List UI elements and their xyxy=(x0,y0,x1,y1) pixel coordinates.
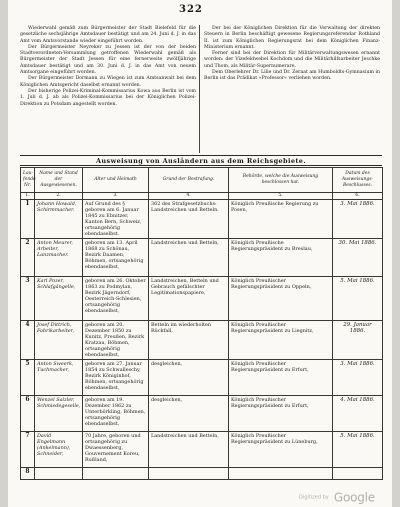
date-cell: 3. Mai 1886. xyxy=(333,200,383,239)
google-watermark xyxy=(299,487,375,506)
table-title: Ausweisung von Ausländern aus dem Reichsgebiete. xyxy=(95,157,307,165)
authority-cell: Königlich Preußischer Regierungspräsident zu Oppeln, xyxy=(229,277,333,321)
date-cell: 4. Mai 1886. xyxy=(333,396,383,432)
column-number-row xyxy=(21,193,383,200)
authority-cell: Königlich Preußische Regierung zu Posen, xyxy=(229,200,333,239)
date-cell: 3. Mai 1886. xyxy=(333,360,383,396)
header-number: Lau-fende Nr. xyxy=(21,168,35,193)
row-number: 3 xyxy=(21,277,35,321)
page-number: 322 xyxy=(179,4,203,15)
notice-paragraph: Der Bürgermeister Neyreker zu Jessen ist der von der beiden Stadtverordneten-Versammlung getroffenen Wiederwahl gemäß als Bürgermeister der Stadt Jessen für eine fernerweite zwölfjährige Amtsdauer bestätigt und am 30. Juni d. J. in das Amt von neuem Amtsorgane eingeführt worden. xyxy=(20,44,196,76)
origin-cell xyxy=(83,468,149,480)
table-row xyxy=(21,277,383,321)
person-name xyxy=(35,468,83,480)
table-row xyxy=(21,432,383,468)
table-row xyxy=(21,360,383,396)
reason-cell: desgleichen, xyxy=(149,396,229,432)
header-date: Datum des Ausweisungs-Beschlusses. xyxy=(333,168,383,193)
column-divider xyxy=(199,25,200,153)
authority-cell: Königlich Preußischer Regierungspräsident zu Erfurt, xyxy=(229,396,333,432)
document-page xyxy=(8,0,392,507)
table-row xyxy=(21,321,383,360)
table-row xyxy=(21,200,383,239)
notice-paragraph: Ferner sind bei der Direktion für Militärverwaltungswesen ernannt worden: der Vizefeldwebel Kochdom und die Militärhilfsarbeiter Jeschke und Thom, als Militär-Supernumerare. xyxy=(204,51,380,69)
date-cell: 5. Mai 1886. xyxy=(333,277,383,321)
date-cell: 30. Mai 1886. xyxy=(333,239,383,277)
person-name: Josef Dittrich, Fabrikarbeiter, xyxy=(35,321,83,360)
authority-cell: Königlich Preußischer Regierungspräsident zu Erfurt, xyxy=(229,360,333,396)
notice-paragraph: Der bisherige Polizei-Kriminal-Kommissarius Kowa aus Berlin ist vom 1. Juli d. J. ab als Polizei-Kommissarius bei der Königlichen Polizei-Direktion zu Potsdam angestellt worden. xyxy=(20,88,196,107)
notice-paragraph: Dem Oberlehrer Dr. Lilie und Dr. Zeraat am Humboldts-Gymnasium in Berlin ist das Prädikat »Professor« verliehen worden. xyxy=(204,70,380,82)
header-name: Name und Stand der Ausgewiesenen. xyxy=(35,168,83,193)
column-number: 5. xyxy=(229,193,333,200)
person-name: Karl Pozer, Schlafgängelle, xyxy=(35,277,83,321)
person-name: Anton Meurer, Arbeiter, Lanzmacher. xyxy=(35,239,83,277)
google-logo: Google xyxy=(333,490,375,505)
column-number: 4. xyxy=(149,193,229,200)
date-cell: 5. Mai 1886. xyxy=(333,432,383,468)
reason-cell: Landstreichen und Betteln, xyxy=(149,432,229,468)
origin-cell: geboren am 27. Januar 1854 zu Schwalleschy, Bezirk Königinhof, Böhmen, ortsangehörig ebendaselbst, xyxy=(83,360,149,396)
origin-cell: geboren am 26. Oktober 1863 zu Podmylan, Bezirk Jägerndorf, Oesterreich-Schlesien, ortsangehörig ebendaselbst, xyxy=(83,277,149,321)
reason-cell: Landstreichen und Betteln, xyxy=(149,239,229,277)
header-reason: Grund der Bestrafung. xyxy=(149,168,229,193)
row-number: 7 xyxy=(21,432,35,468)
row-number: 6 xyxy=(21,396,35,432)
expulsion-table xyxy=(20,167,383,480)
section-rule xyxy=(20,165,382,166)
table-header-row xyxy=(21,168,383,193)
column-number: 3. xyxy=(83,193,149,200)
origin-cell: geboren am 20. Dezember 1850 zu Kunitz, Preußen, Bezirk Kratzau, Böhmen, ortsangehörig ebendaselbst, xyxy=(83,321,149,360)
column-number: 2. xyxy=(35,193,83,200)
left-column xyxy=(20,26,196,108)
date-cell: 29. Januar 1886. xyxy=(333,321,383,360)
authority-cell: Königlich Preußischer Regierungspräsident zu Lüneburg, xyxy=(229,432,333,468)
row-number: 2 xyxy=(21,239,35,277)
person-name: Wenzel Salzler, Schmiedegeselle, xyxy=(35,396,83,432)
watermark-prefix: Digitized by xyxy=(299,494,329,501)
column-number: 6. xyxy=(333,193,383,200)
row-number: 8 xyxy=(21,468,35,480)
header-authority: Behörde, welche die Ausweisung beschlossen hat. xyxy=(229,168,333,193)
origin-cell: geboren am 13. April 1868 zu Schönau, Bezirk Daamen, Böhmen, ortsangehörig ebendaselbst, xyxy=(83,239,149,277)
reason-cell: desgleichen, xyxy=(149,360,229,396)
reason-cell xyxy=(149,468,229,480)
header-origin: Alter und Heimath xyxy=(83,168,149,193)
reason-cell: 362 des Strafgesetzbuchs: Landstreichen und Betteln. xyxy=(149,200,229,239)
date-cell xyxy=(333,468,383,480)
table-row xyxy=(21,468,383,480)
column-number: 1. xyxy=(21,193,35,200)
notice-paragraph: Wiederwahl gemäß zum Bürgermeister der Stadt Bielefeld für die gesetzliche sechsjährige Amtsdauer bestätigt und am 24. Juni d. J. in das Amt vom Amtsvorstande wieder eingeführt worden. xyxy=(20,26,196,44)
reason-cell: Landstreichen, Betteln und Gebrauch gefälschter Legitimationspapiere, xyxy=(149,277,229,321)
origin-cell: 70 Jahre, geboren und ortsangehörig zu Dwaessenberg, Gouvernement Koreu, Rußland, xyxy=(83,432,149,468)
row-number: 4 xyxy=(21,321,35,360)
authority-cell: Königlich Preußischer Regierungspräsident zu Liegnitz, xyxy=(229,321,333,360)
person-name: Johann Howald, Schirmmacher. xyxy=(35,200,83,239)
table-row xyxy=(21,396,383,432)
authority-cell xyxy=(229,468,333,480)
row-number: 5 xyxy=(21,360,35,396)
right-column xyxy=(204,26,380,83)
authority-cell: Königlich Preußische Regierungspräsident zu Breslau, xyxy=(229,239,333,277)
person-name: David Engelmann (Ankelmann), Schneider, xyxy=(35,432,83,468)
origin-cell: geboren am 19. Dezember 1862 zu Unterbörkling, Böhmen, ortsangehörig ebendaselbst, xyxy=(83,396,149,432)
origin-cell: Auf Grund des § geboren am 6. Januar 1845 zu Ebnitzer, Kanton Bern, Schweiz, ortsangehörig ebendaselbst. xyxy=(83,200,149,239)
person-name: Anton Sweerk, Tuchmacher, xyxy=(35,360,83,396)
row-number: 1 xyxy=(21,200,35,239)
notice-paragraph: Der bei der Königlichen Direktion für die Verwaltung der direkten Steuern in Berlin beschäftigt gewesene Regierungsreferendar Rothland II. ist zum Königlichen Regierungsrat bei dem Königlichen Finanz-Ministerium ernannt. xyxy=(204,26,380,50)
reason-cell: Betteln im wiederholten Rückfall, xyxy=(149,321,229,360)
notice-paragraph: Der Bürgermeister Dormann zu Wiegen ist zum Amtsanwalt bei dem Königlichen Amtsgericht daselbst ernannt worden. xyxy=(20,76,196,88)
table-row xyxy=(21,239,383,277)
